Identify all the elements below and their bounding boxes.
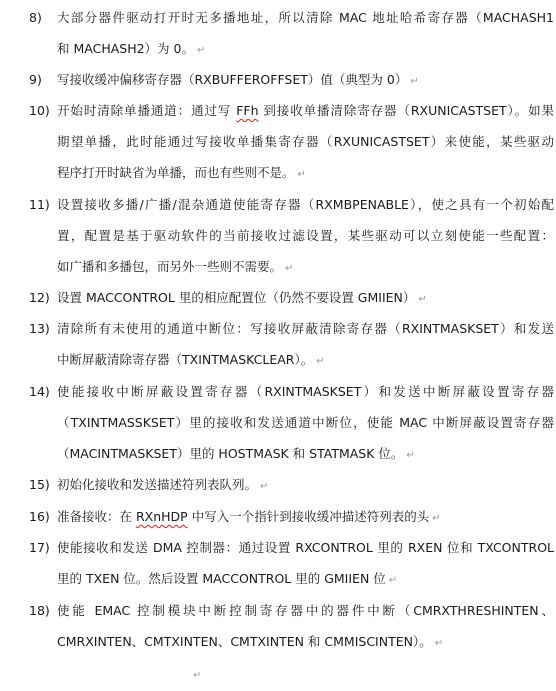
item-line: 中断屏蔽清除寄存器（TXINTMASKCLEAR）。 ↵: [57, 352, 325, 367]
paragraph-mark-icon: ↵: [434, 638, 444, 649]
item-number: 15): [29, 477, 50, 492]
item-line: 和 MACHASH2）为 0。 ↵: [57, 41, 206, 56]
item-line: 设置接收多播/广播/混杂通道使能寄存器（RXMBPENABLE），使之具有一个初始配: [57, 197, 554, 212]
item-line: 里的 TXEN 位。然后设置 MACCONTROL 里的 GMIIEN 位 ↵: [57, 571, 398, 586]
item-line: 大部分器件驱动打开时无多播地址，所以清除 MAC 地址哈希寄存器（MACHASH1: [57, 10, 554, 25]
item-number: 14): [29, 384, 50, 399]
item-number: 9): [29, 72, 42, 87]
item-number: 13): [29, 321, 50, 336]
item-line: 使能 EMAC 控制模块中断控制寄存器中的器件中断（CMRXTHRESHINTEN、: [57, 603, 554, 618]
paragraph-mark-icon: ↵: [193, 670, 202, 681]
paragraph-mark-icon: ↵: [316, 356, 325, 367]
item-line: 设置 MACCONTROL 里的相应配置位（仍然不要设置 GMIIEN） ↵: [57, 290, 427, 305]
paragraph-mark-icon: ↵: [432, 513, 441, 524]
spellcheck-underline: RXnHDP: [135, 509, 188, 524]
item-line: 初始化接收和发送描述符列表队列。 ↵: [57, 477, 269, 492]
item-number: 12): [29, 290, 50, 305]
item-number: 8): [29, 10, 42, 25]
item-line: 使能接收和发送 DMA 控制器：通过设置 RXCONTROL 里的 RXEN 位和 TXCONTROL: [57, 540, 554, 555]
item-line: （TXINTMASSKSET）里的接收和发送通道中断位，使能 MAC 中断屏蔽设置寄存器: [57, 415, 554, 430]
item-line: 期望单播，此时能通过写接收单播集寄存器（RXUNICASTSET）来使能，某些驱动: [57, 134, 554, 149]
item-line: （MACINTMASKSET）里的 HOSTMASK 和 STATMASK 位。 ↵: [57, 446, 415, 461]
item-line: 开始时清除单播通道：通过写 FFh 到接收单播清除寄存器（RXUNICASTSET）。如果: [57, 103, 554, 118]
paragraph-mark-icon: ↵: [406, 450, 415, 461]
paragraph-mark-icon: ↵: [260, 481, 269, 492]
paragraph-mark-icon: ↵: [285, 263, 294, 274]
item-line: 清除所有未使用的通道中断位：写接收屏蔽清除寄存器（RXINTMASKSET）和发送: [57, 321, 554, 336]
item-line: 写接收缓冲偏移寄存器（RXBUFFEROFFSET）值（典型为 0） ↵: [57, 72, 419, 87]
item-number: 10): [29, 103, 50, 118]
item-number: 16): [29, 509, 50, 524]
item-number: 17): [29, 540, 50, 555]
paragraph-mark-icon: ↵: [418, 294, 427, 305]
spellcheck-underline: FFh: [236, 103, 259, 118]
item-line: 程序打开时缺省为单播，而也有些则不是。 ↵: [57, 165, 306, 180]
item-line: CMRXINTEN、CMTXINTEN、CMTXINTEN 和 CMMISCINTEN）。 ↵: [57, 634, 444, 649]
item-line: 准备接收：在 RXnHDP 中写入一个指针到接收缓冲描述符列表的头 ↵: [57, 509, 441, 524]
item-number: 11): [29, 197, 50, 212]
paragraph-mark-icon: ↵: [410, 76, 419, 87]
item-line: 使能接收中断屏蔽设置寄存器（RXINTMASKSET）和发送中断屏蔽设置寄存器: [57, 384, 554, 399]
paragraph-mark-icon: ↵: [196, 45, 206, 56]
item-line: 置，配置是基于驱动软件的当前接收过滤设置，某些驱动可以立刻使能一些配置：: [57, 228, 554, 243]
item-line: 如广播和多播包，而另外一些则不需要。 ↵: [57, 259, 294, 274]
paragraph-mark-icon: ↵: [388, 575, 398, 586]
item-number: 18): [29, 603, 50, 618]
paragraph-mark-icon: ↵: [297, 169, 306, 180]
